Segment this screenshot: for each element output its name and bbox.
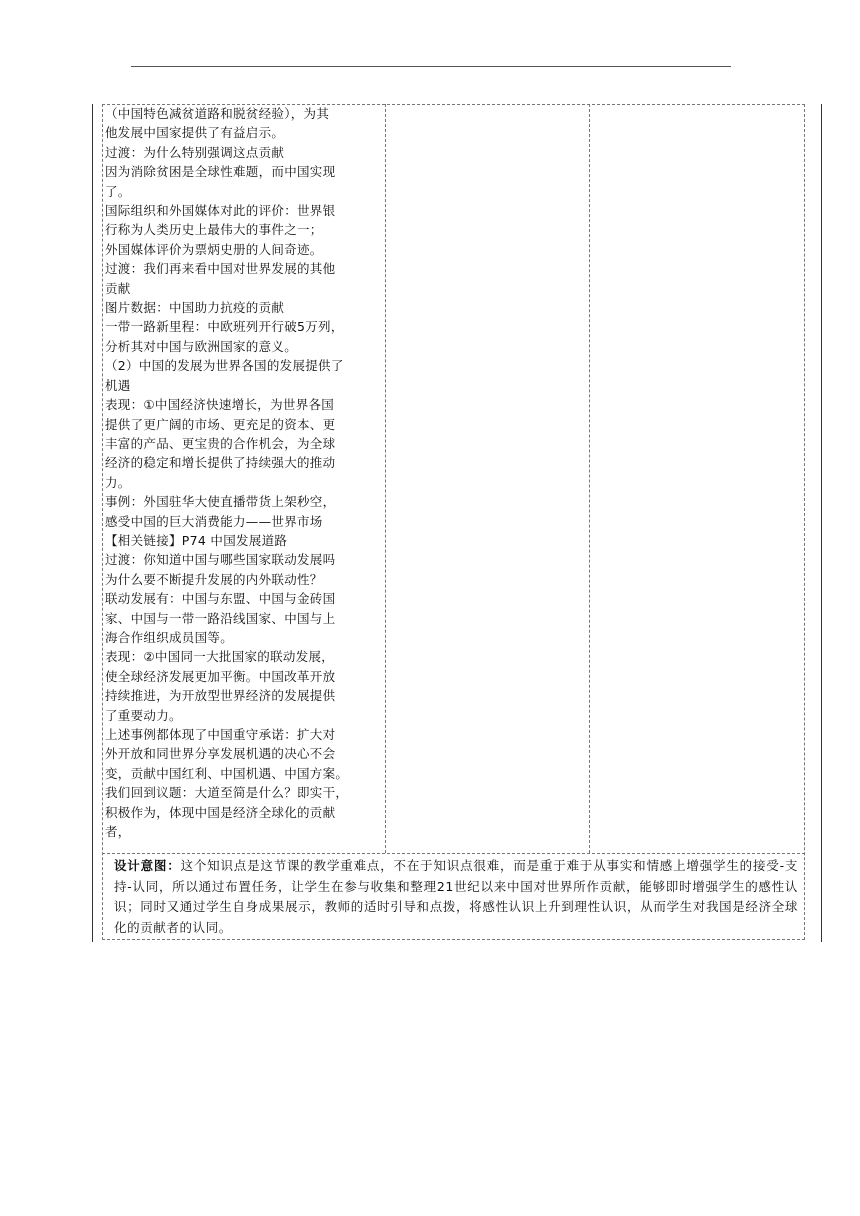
content-line: 家、中国与一带一路沿线国家、中国与上	[105, 610, 336, 626]
content-line: 者，	[105, 824, 131, 840]
content-line: 一带一路新里程：中欧班列开行破5万列，	[105, 319, 344, 335]
outer-left-border	[92, 104, 93, 942]
design-intent-text: 这个知识点是这节课的教学重难点，不在于知识点很难，而是重于难于从事实和情感上增强学生的接受-支持-认同，所以通过布置任务，让学生在参与收集和整理21世纪以来中国对世界所作贡献，能够即时增强学生的感性认识；同时又通过学生自身成果展示，教师的适时引导和点拨，将感性认识上升到理性认识，从而学生对我国是经济全球化的贡献者的认同。	[114, 858, 798, 935]
content-line: 事例：外国驻华大使直播带货上架秒空，	[105, 494, 336, 510]
content-line: 外开放和同世界分享发展机遇的决心不会	[105, 746, 336, 762]
content-line: 我们回到议题：大道至简是什么？即实干，	[105, 785, 349, 801]
content-line: 了。	[105, 183, 131, 199]
content-line: （中国特色减贫道路和脱贫经验），为其	[105, 106, 330, 121]
content-line: （2）中国的发展为世界各国的发展提供了	[105, 358, 344, 374]
content-line: 提供了更广阔的市场、更充足的资本、更	[105, 416, 336, 432]
content-line: 丰富的产品、更宝贵的合作机会，为全球	[105, 435, 336, 451]
content-line: 持续推进，为开放型世界经济的发展提供	[105, 688, 336, 704]
page-header-rule	[131, 66, 731, 67]
content-line: 过渡：你知道中国与哪些国家联动发展吗	[105, 552, 336, 568]
content-line: 表现：①中国经济快速增长，为世界各国	[105, 397, 335, 413]
content-line: 力。	[105, 474, 131, 490]
outer-right-border	[821, 104, 822, 942]
content-line: 积极作为，体现中国是经济全球化的贡献	[105, 804, 336, 820]
content-line: 海合作组织成员国等。	[105, 629, 234, 645]
content-line: 行称为人类历史上最伟大的事件之一；	[105, 222, 323, 238]
content-line: 过渡：我们再来看中国对世界发展的其他	[105, 261, 336, 277]
content-line: 分析其对中国与欧洲国家的意义。	[105, 338, 298, 354]
content-line: 了重要动力。	[105, 707, 182, 723]
content-line: 【相关链接】P74 中国发展道路	[105, 532, 288, 548]
column-divider-2	[589, 104, 590, 853]
content-line: 使全球经济发展更加平衡。中国改革开放	[105, 668, 336, 684]
content-line: 贡献	[105, 280, 131, 296]
teaching-content-cell	[105, 104, 382, 852]
design-intent-label: 设计意图：	[114, 858, 181, 873]
content-line: 国际组织和外国媒体对此的评价：世界银	[105, 203, 336, 219]
content-line: 因为消除贫困是全球性难题，而中国实现	[105, 164, 336, 180]
content-line: 他发展中国家提供了有益启示。	[105, 125, 285, 141]
column-divider-1	[385, 104, 386, 853]
content-line: 机遇	[105, 377, 131, 393]
content-line: 外国媒体评价为票炳史册的人间奇迹。	[105, 241, 323, 257]
content-line: 图片数据：中国助力抗疫的贡献	[105, 300, 285, 316]
content-line: 感受中国的巨大消费能力——世界市场	[105, 513, 323, 529]
content-line: 过渡：为什么特别强调这点贡献	[105, 144, 285, 160]
row-divider	[102, 853, 805, 854]
design-intent-cell	[114, 856, 798, 938]
content-line: 上述事例都体现了中国重守承诺：扩大对	[105, 727, 336, 742]
content-line: 为什么要不断提升发展的内外联动性？	[105, 571, 323, 587]
content-line: 联动发展有：中国与东盟、中国与金砖国	[105, 591, 336, 607]
content-line: 变，贡献中国红利、中国机遇、中国方案。	[105, 765, 349, 781]
content-line: 表现：②中国同一大批国家的联动发展，	[105, 649, 335, 665]
content-line: 经济的稳定和增长提供了持续强大的推动	[105, 455, 336, 471]
